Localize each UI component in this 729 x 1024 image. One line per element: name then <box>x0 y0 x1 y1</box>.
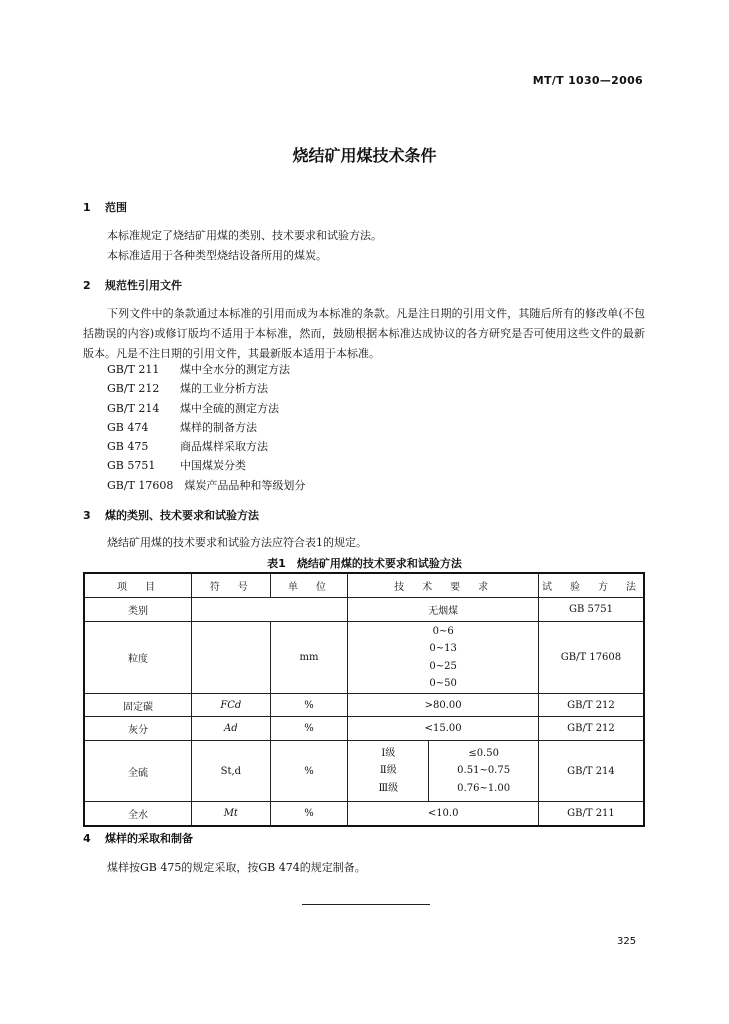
table-cell: Ad <box>191 717 270 741</box>
table-header-row <box>84 573 644 598</box>
section-number: 4 <box>83 832 91 845</box>
table-cell <box>191 622 270 694</box>
section-2-paragraph: 下列文件中的条款通过本标准的引用而成为本标准的条款。凡是注日期的引用文件，其随后所有的修改单(不包括勘误的内容)或修订版均不适用于本标准，然而，鼓励根据本标准达成协议的各方研究是否可使用这些文件的最新版本。凡是不注日期的引用文件，其最新版本适用于本标准。 <box>83 307 645 360</box>
section-1-body <box>107 226 382 266</box>
section-title: 煤的类别、技术要求和试验方法 <box>105 509 259 522</box>
table-cell: % <box>270 741 348 802</box>
table-cell: 无烟煤 <box>348 598 539 622</box>
section-title: 规范性引用文件 <box>105 279 182 292</box>
reference-list <box>107 360 305 495</box>
column-header: 试 验 方 法 <box>538 573 644 598</box>
page-title: 烧结矿用煤技术条件 <box>292 146 437 165</box>
section-3-heading <box>83 507 259 523</box>
section-title: 范围 <box>105 201 127 214</box>
section-3-body: 烧结矿用煤的技术要求和试验方法应符合表1的规定。 <box>107 536 367 549</box>
page-number: 325 <box>617 936 637 947</box>
table-cell: 0~6 0~13 0~25 0~50 <box>348 622 539 694</box>
reference-item: GB 5751 中国煤炭分类 <box>107 459 246 473</box>
table-cell: 全硫 <box>84 741 191 802</box>
column-header: 符 号 <box>191 573 270 598</box>
table-cell: St,d <box>191 741 270 802</box>
table-cell: 灰分 <box>84 717 191 741</box>
table-row <box>84 717 644 741</box>
table-row <box>84 598 644 622</box>
section-title: 煤样的采取和制备 <box>105 832 193 845</box>
table-cell: % <box>270 694 348 717</box>
table-cell: <15.00 <box>348 717 539 741</box>
section-4-body: 煤样按GB 475的规定采取，按GB 474的规定制备。 <box>107 861 366 874</box>
table-cell: GB 5751 <box>538 598 644 622</box>
table-cell: GB/T 211 <box>538 802 644 826</box>
column-header: 单 位 <box>270 573 348 598</box>
table-row <box>84 741 644 802</box>
table-cell: mm <box>270 622 348 694</box>
table-cell: 类别 <box>84 598 191 622</box>
standard-number: MT/T 1030—2006 <box>532 74 643 87</box>
reference-item: GB/T 214 煤中全硫的测定方法 <box>107 401 279 415</box>
table-row <box>84 694 644 717</box>
table-cell: Ⅰ级 Ⅱ级 Ⅲ级 ≤0.50 0.51~0.75 0.76~1.00 <box>348 741 539 802</box>
table-cell: FCd <box>191 694 270 717</box>
section-number: 3 <box>83 509 91 522</box>
table-row <box>84 802 644 826</box>
table-cell: GB/T 212 <box>538 694 644 717</box>
reference-item: GB/T 212 煤的工业分析方法 <box>107 382 268 396</box>
table-cell: GB/T 17608 <box>538 622 644 694</box>
table-cell: 粒度 <box>84 622 191 694</box>
reference-item: GB/T 17608 煤炭产品品种和等级划分 <box>107 478 306 492</box>
spec-table <box>83 572 645 827</box>
column-header: 项 目 <box>84 573 191 598</box>
table-row <box>84 622 644 694</box>
reference-item: GB 474 煤样的制备方法 <box>107 420 257 434</box>
end-rule <box>302 904 430 905</box>
table-cell: 固定碳 <box>84 694 191 717</box>
table-cell: 全水 <box>84 802 191 826</box>
table-cell: GB/T 214 <box>538 741 644 802</box>
table-cell: % <box>270 717 348 741</box>
section-1-heading <box>83 199 127 215</box>
text-line: 本标准规定了烧结矿用煤的类别、技术要求和试验方法。 <box>107 229 382 242</box>
table-cell: % <box>270 802 348 826</box>
table-cell: Mt <box>191 802 270 826</box>
section-2-heading <box>83 277 182 293</box>
text-line: 本标准适用于各种类型烧结设备所用的煤炭。 <box>107 249 327 262</box>
section-number: 1 <box>83 201 91 214</box>
reference-item: GB 475 商品煤样采取方法 <box>107 440 268 454</box>
column-header: 技 术 要 求 <box>348 573 539 598</box>
section-number: 2 <box>83 279 91 292</box>
reference-item: GB/T 211 煤中全水分的测定方法 <box>107 363 290 376</box>
table-cell: <10.0 <box>348 802 539 826</box>
section-4-heading <box>83 830 193 846</box>
table-cell: >80.00 <box>348 694 539 717</box>
table-cell <box>191 598 347 622</box>
table-cell: GB/T 212 <box>538 717 644 741</box>
table-caption: 表1 烧结矿用煤的技术要求和试验方法 <box>267 557 462 570</box>
